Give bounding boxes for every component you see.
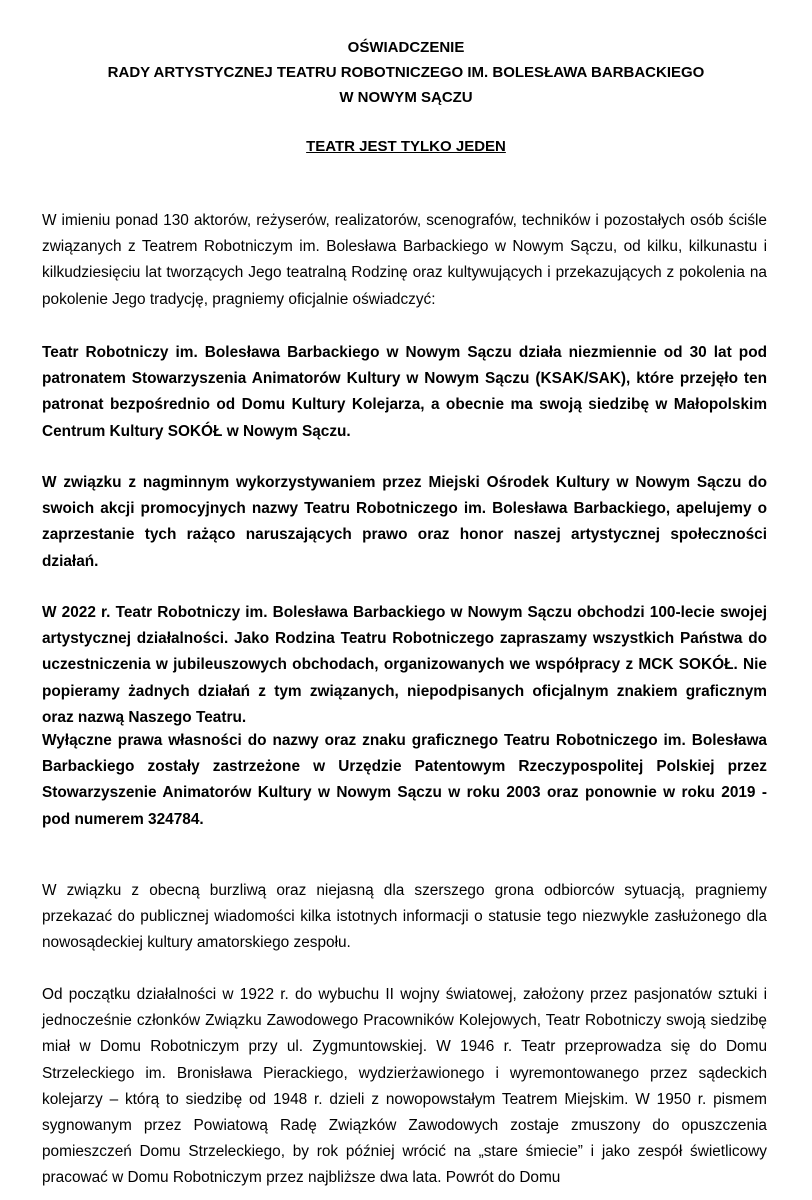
document-motto: TEATR JEST TYLKO JEDEN [306, 138, 506, 155]
paragraph-patronage: Teatr Robotniczy im. Bolesława Barbackiego w Nowym Sączu działa niezmiennie od 30 lat pod patronatem Stowarzyszenia Animatorów Kultury w Nowym Sączu (KSAK/SAK), które przejęło ten patronat bezpośrednio od Domu Kultury Kolejarza, a obecnie ma swoją siedzibę w Małopolskim Centrum Kultury SOKÓŁ w Nowym Sączu. [42, 344, 767, 440]
paragraph-introduction: W imieniu ponad 130 aktorów, reżyserów, realizatorów, scenografów, techników i pozostałych osób ściśle związanych z Teatrem Robotniczym im. Bolesława Barbackiego w Nowym Sączu, od kilku, kilkunastu i kilkudziesięciu lat tworzących Jego teatralną Rodzinę oraz kultywujących i przekazujących z pokolenia na pokolenie Jego tradycję, pragniemy oficjalnie oświadczyć: [42, 212, 767, 308]
paragraph-history: Od początku działalności w 1922 r. do wybuchu II wojny światowej, założony przez pasjonatów sztuki i jednocześnie członków Związku Zawodowego Pracowników Kolejowych, Teatr Robotniczy swoją siedzibę miał w Domu Robotniczym przy ul. Zygmuntowskiej. W 1946 r. Teatr przeprowadza się do Domu Strzeleckiego im. Bronisława Pierackiego, wydzierżawionego i wyremontowanego przez sądeckich kolejarzy – którą to siedzibę od 1948 r. dzieli z nowopowstałym Teatrem Miejskim. W 1950 r. pismem sygnowanym przez Powiatową Radę Związków Zawodowych zostaje zmuszony do opuszczenia pomieszczeń Domu Strzeleckiego, by rok później wrócić na „stare śmiecie” i jako zespół świetlicowy pracować w Domu Robotniczym przez najbliższe dwa lata. Powrót do Domu [42, 986, 767, 1187]
document-heading-council: RADY ARTYSTYCZNEJ TEATRU ROBOTNICZEGO IM. BOLESŁAWA BARBACKIEGO [107, 64, 705, 81]
document-heading-city: W NOWYM SĄCZU [339, 89, 473, 106]
paragraph-situation: W związku z obecną burzliwą oraz niejasną dla szerszego grona odbiorców sytuacją, pragniemy przekazać do publicznej wiadomości kilka istotnych informacji o statusie tego niezwykle zasłużonego dla nowosądeckiej kultury amatorskiego zespołu. [42, 882, 767, 952]
paragraph-appeal: W związku z nagminnym wykorzystywaniem przez Miejski Ośrodek Kultury w Nowym Sączu do swoich akcji promocyjnych nazwy Teatru Robotniczego im. Bolesława Barbackiego, apelujemy o zaprzestanie tych rażąco naruszających prawo oraz honor naszej artystycznej społeczności działań. [42, 474, 767, 570]
paragraph-trademark-rights: Wyłączne prawa własności do nazwy oraz znaku graficznego Teatru Robotniczego im. Bolesława Barbackiego zostały zastrzeżone w Urzędzie Patentowym Rzeczypospolitej Polskiej przez Stowarzyszenie Animatorów Kultury w Nowym Sączu w roku 2003 oraz ponownie w roku 2019 - pod numerem 324784. [42, 732, 767, 828]
document-heading-title: OŚWIADCZENIE [347, 39, 465, 56]
paragraph-centenary: W 2022 r. Teatr Robotniczy im. Bolesława Barbackiego w Nowym Sączu obchodzi 100-lecie swojej artystycznej działalności. Jako Rodzina Teatru Robotniczego zapraszamy wszystkich Państwa do uczestniczenia w jubileuszowych obchodach, organizowanych we współpracy z MCK SOKÓŁ. Nie popieramy żadnych działań z tym związanych, niepodpisanych oficjalnym znakiem graficznym oraz nazwą Naszego Teatru. [42, 604, 767, 726]
